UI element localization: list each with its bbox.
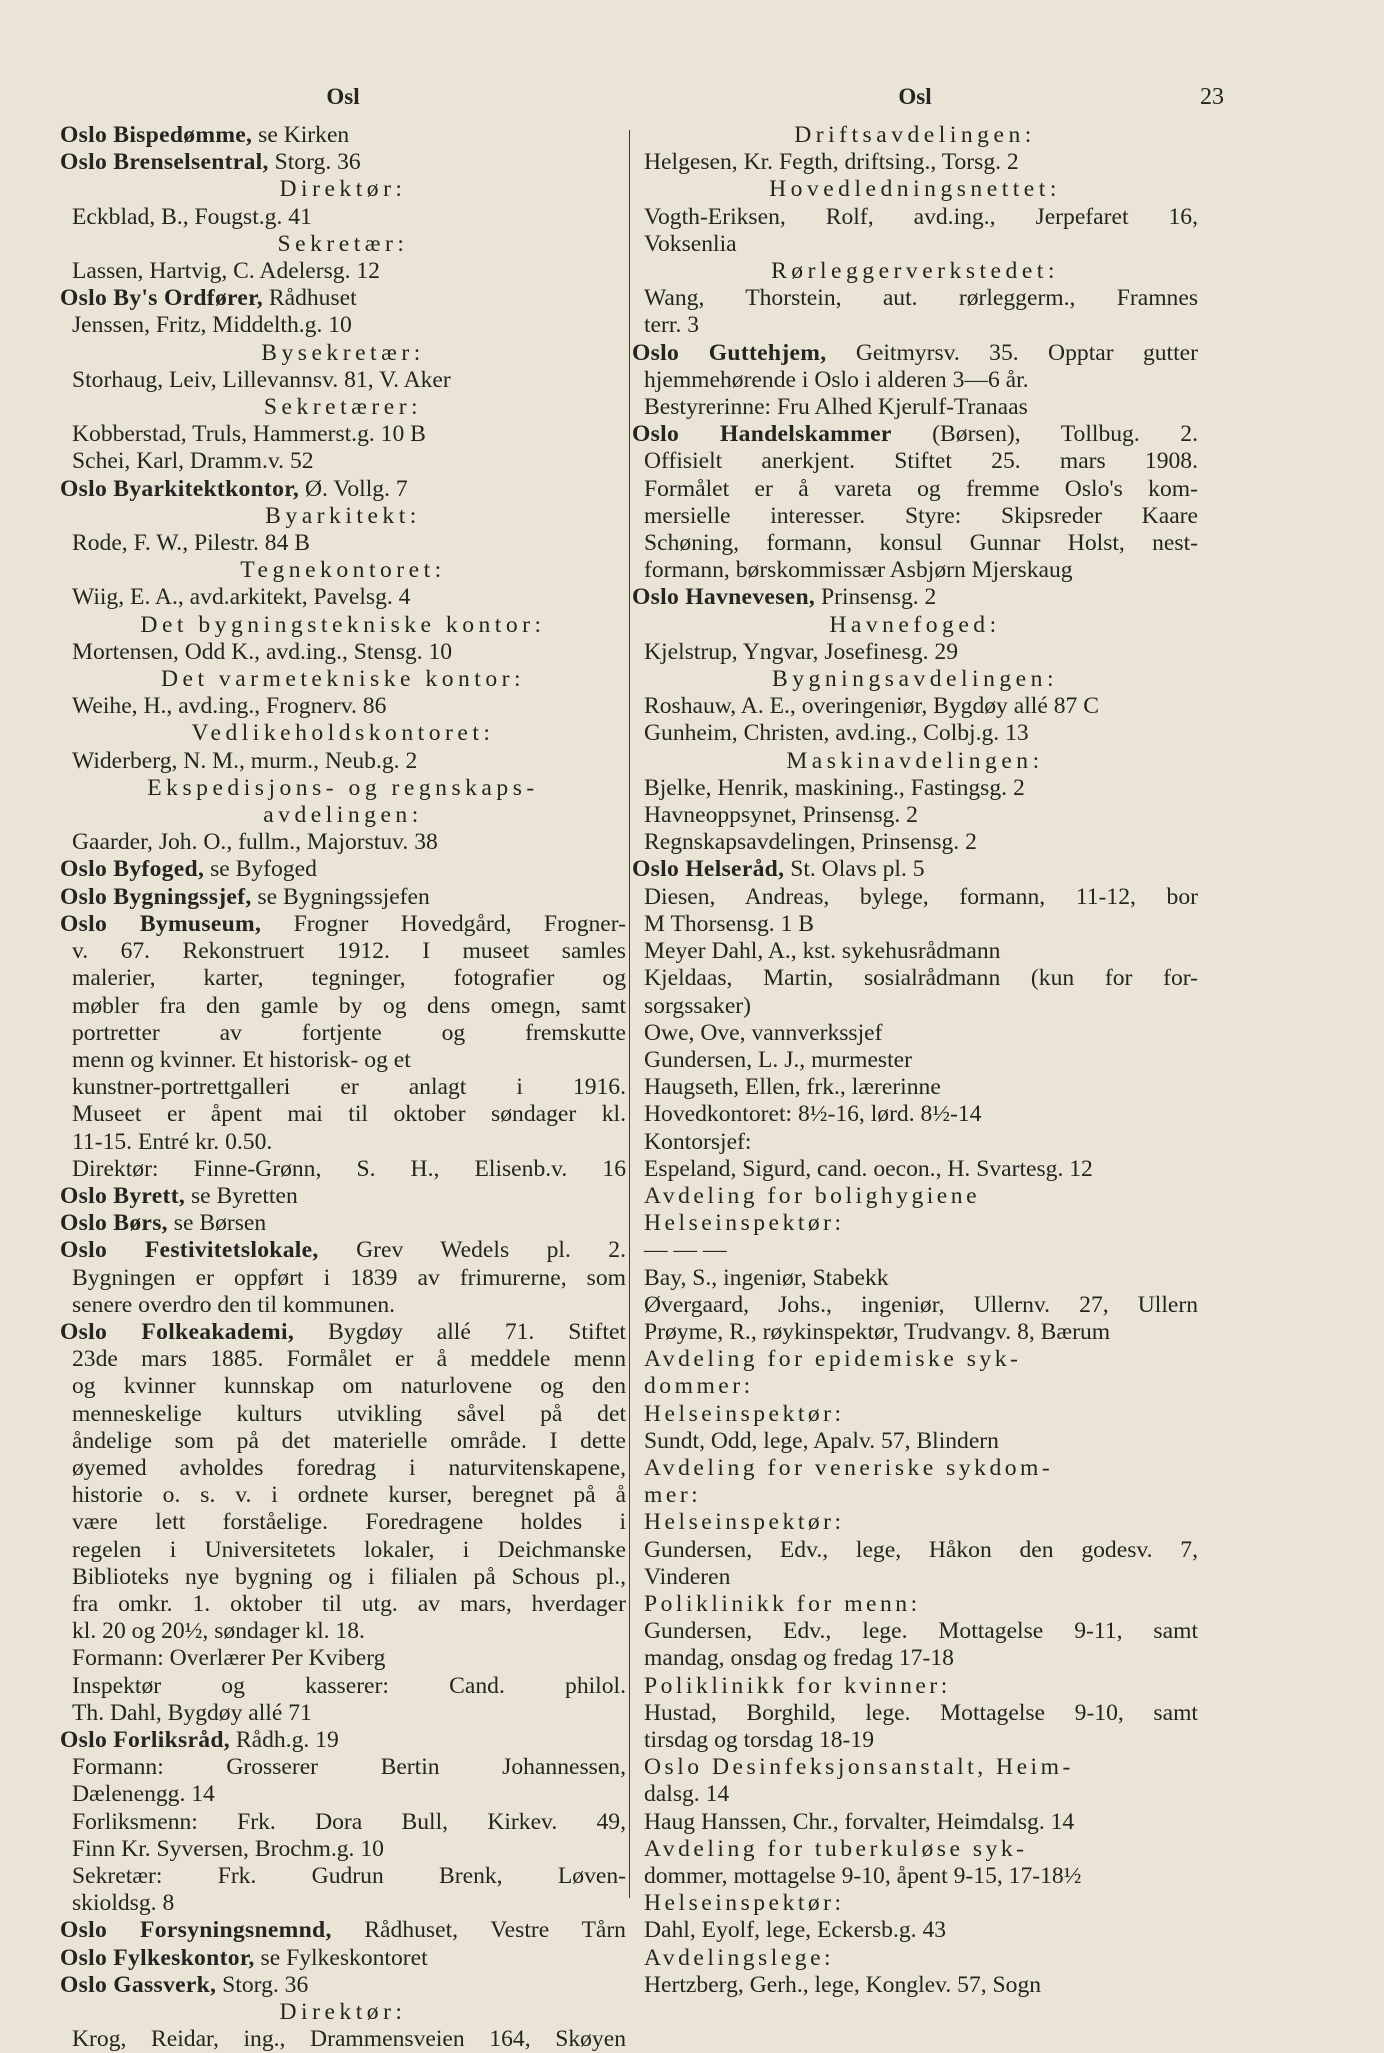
entry-line: [632, 584, 1198, 611]
text-line: Offisielt anerkjent. Stiftet 25. mars 1908.: [644, 448, 1198, 475]
entry-line: [60, 856, 626, 883]
entry-line: [60, 1319, 626, 1346]
section-heading: Hovedledningsnettet:: [769, 176, 1061, 203]
entry-line: [632, 856, 1198, 883]
text-line: tirsdag og torsdag 18-19: [644, 1726, 875, 1753]
section-heading: Poliklinikk for menn:: [644, 1590, 921, 1617]
text-line: Owe, Ove, vannverkssjef: [644, 1019, 883, 1046]
text-line: Wang, Thorstein, aut. rørleggerm., Framnes: [644, 285, 1198, 312]
entry-details: (Børsen), Tollbug. 2.: [891, 421, 1198, 448]
text-line: portretter av fortjente og fremskutte: [72, 1019, 626, 1046]
section-heading: Maskinavdelingen:: [786, 747, 1044, 774]
entry-details: Rådhuset, Vestre Tårn: [331, 1917, 626, 1944]
text-line: Vogth-Eriksen, Rolf, avd.ing., Jerpefaret 16,: [644, 203, 1198, 230]
section-heading: Direktør:: [279, 176, 407, 203]
text-line: historie o. s. v. i ordnete kurser, beregnet på å: [72, 1482, 626, 1509]
entry-line: [60, 476, 626, 503]
text-line: øyemed avholdes foredrag i naturvitenskapene,: [72, 1454, 626, 1481]
section-heading: Avdelingslege:: [644, 1944, 835, 1971]
section-heading: avdelingen:: [263, 802, 423, 829]
section-heading: Det varmetekniske kontor:: [160, 666, 526, 693]
text-line: kunstner-portrettgalleri er anlagt i 1916.: [72, 1074, 626, 1101]
text-line: Roshauw, A. E., overingeniør, Bygdøy allé 87 C: [644, 693, 1099, 720]
entry-name: Oslo Guttehjem,: [632, 339, 827, 366]
text-line: Mortensen, Odd K., avd.ing., Stensg. 10: [72, 638, 453, 665]
text-line: Hertzberg, Gerh., lege, Konglev. 57, Sogn: [644, 1971, 1042, 1998]
entry-name: Oslo Byarkitektkontor,: [60, 475, 300, 502]
section-heading: Tegnekontoret:: [240, 557, 446, 584]
entry-details: se Byretten: [185, 1182, 298, 1209]
text-line: Forliksmenn: Frk. Dora Bull, Kirkev. 49,: [72, 1808, 626, 1835]
text-line: Direktør: Finne-Grønn, S. H., Elisenb.v. 16: [72, 1155, 626, 1182]
entry-name: Oslo Byrett,: [60, 1182, 186, 1209]
text-line: Haug Hanssen, Chr., forvalter, Heimdalsg. 14: [644, 1808, 1075, 1835]
text-line: v. 67. Rekonstruert 1912. I museet samles: [72, 938, 626, 965]
text-line: menn og kvinner. Et historisk- og et: [72, 1046, 411, 1073]
entry-line: [632, 340, 1198, 367]
right-entries: [632, 122, 1198, 1999]
text-line: Wiig, E. A., avd.arkitekt, Pavelsg. 4: [72, 584, 411, 611]
entry-details: Bygdøy allé 71. Stiftet: [294, 1318, 626, 1345]
text-line: Museet er åpent mai til oktober søndager kl.: [72, 1101, 626, 1128]
entry-line: [60, 884, 626, 911]
entry-name: Oslo Byfoged,: [60, 856, 205, 883]
text-line: Kjeldaas, Martin, sosialrådmann (kun for for-: [644, 965, 1198, 992]
entry-line: [60, 285, 626, 312]
section-heading: Sekretær:: [277, 230, 409, 257]
text-line: Kjelstrup, Yngvar, Josefinesg. 29: [644, 638, 959, 665]
entry-name: Oslo Handelskammer: [632, 421, 892, 448]
column-divider: [629, 130, 630, 1898]
text-line: Regnskapsavdelingen, Prinsensg. 2: [644, 829, 977, 856]
entry-line: [60, 1972, 626, 1999]
entry-line: [60, 1210, 626, 1237]
section-heading: Bygningsavdelingen:: [771, 666, 1059, 693]
section-heading: Sekretærer:: [263, 394, 423, 421]
section-heading: mer:: [644, 1482, 702, 1509]
entry-name: Oslo Forliksråd,: [60, 1726, 230, 1753]
section-heading: Driftsavdelingen:: [794, 122, 1036, 148]
text-line: Bestyrerinne: Fru Alhed Kjerulf-Tranaas: [644, 394, 1028, 421]
section-heading: Vedlikeholdskontoret:: [191, 720, 495, 747]
text-line: Biblioteks nye bygning og i filialen på Schous pl.,: [72, 1563, 626, 1590]
page-number: 23: [1200, 84, 1224, 110]
entry-details: Ø. Vollg. 7: [299, 475, 408, 502]
text-line: Havneoppsynet, Prinsensg. 2: [644, 802, 918, 829]
entry-line: [60, 911, 626, 938]
text-line: sorgssaker): [644, 992, 752, 1019]
text-line: Schøning, formann, konsul Gunnar Holst, nest-: [644, 530, 1198, 557]
section-heading: Bysekretær:: [261, 339, 425, 366]
text-line: Th. Dahl, Bygdøy allé 71: [72, 1699, 312, 1726]
text-line: Vinderen: [644, 1563, 731, 1590]
text-line: Krog, Reidar, ing., Drammensveien 164, Skøyen: [72, 2026, 626, 2053]
text-line: malerier, karter, tegninger, fotografier og: [72, 965, 626, 992]
section-heading: Rørleggerverkstedet:: [771, 258, 1059, 285]
entry-details: se Fylkeskontoret: [254, 1944, 428, 1971]
entry-line: [60, 1727, 626, 1754]
text-line: 11-15. Entré kr. 0.50.: [72, 1128, 273, 1155]
text-line: og kvinner kunnskap om naturlovene og den: [72, 1373, 626, 1400]
text-line: hjemmehørende i Oslo i alderen 3—6 år.: [644, 366, 1029, 393]
section-heading: Avdeling for epidemiske syk-: [644, 1346, 1022, 1373]
text-line: mersielle interesser. Styre: Skipsreder Kaare: [644, 502, 1198, 529]
section-heading: Helseinspektør:: [644, 1509, 845, 1536]
entry-details: Rådh.g. 19: [229, 1726, 339, 1753]
right-column-header: Osl: [898, 84, 932, 109]
text-line: 23de mars 1885. Formålet er å meddele menn: [72, 1346, 626, 1373]
text-line: skioldsg. 8: [72, 1890, 175, 1917]
text-line: regelen i Universitetets lokaler, i Deichmanske: [72, 1536, 626, 1563]
text-line: Storhaug, Leiv, Lillevannsv. 81, V. Aker: [72, 366, 451, 393]
text-line: Sekretær: Frk. Gudrun Brenk, Løven-: [72, 1863, 626, 1889]
text-line: Prøyme, R., røykinspektør, Trudvangv. 8, Bærum: [644, 1318, 1111, 1345]
text-line: Bay, S., ingeniør, Stabekk: [644, 1264, 889, 1291]
entry-line: [60, 1183, 626, 1210]
text-line: Rode, F. W., Pilestr. 84 B: [72, 530, 311, 557]
text-line: mandag, onsdag og fredag 17-18: [644, 1645, 954, 1672]
entry-name: Oslo Bygningssjef,: [60, 883, 252, 910]
entry-details: Geitmyrsv. 35. Opptar gutter: [826, 339, 1198, 366]
entry-name: Oslo Havnevesen,: [632, 584, 816, 611]
text-line: Inspektør og kasserer: Cand. philol.: [72, 1672, 626, 1699]
right-column: [632, 82, 1224, 1999]
text-line: senere overdro den til kommunen.: [72, 1291, 396, 1318]
entry-line: [60, 1945, 626, 1972]
section-heading: Helseinspektør:: [644, 1400, 845, 1427]
text-line: Espeland, Sigurd, cand. oecon., H. Svartesg. 12: [644, 1155, 1093, 1182]
text-line: Schei, Karl, Dramm.v. 52: [72, 448, 314, 475]
text-line: Øvergaard, Johs., ingeniør, Ullernv. 27, Ullern: [644, 1291, 1198, 1318]
text-line: Formålet er å vareta og fremme Oslo's kom-: [644, 475, 1198, 502]
section-heading: Ekspedisjons- og regnskaps-: [147, 774, 539, 801]
entry-name: Oslo Folkeakademi,: [60, 1318, 295, 1345]
text-line: — — —: [644, 1237, 727, 1264]
section-heading: Helseinspektør:: [644, 1210, 845, 1237]
text-line: dommer, mottagelse 9-10, åpent 9-15, 17-18½: [644, 1863, 1082, 1889]
section-heading: Direktør:: [279, 1999, 407, 2026]
text-line: Finn Kr. Syversen, Brochm.g. 10: [72, 1835, 384, 1862]
entry-name: Oslo Brenselsentral,: [60, 149, 269, 176]
section-heading: Poliklinikk for kvinner:: [644, 1672, 951, 1699]
text-line: møbler fra den gamle by og dens omegn, samt: [72, 992, 626, 1019]
text-line: Gaarder, Joh. O., fullm., Majorstuv. 38: [72, 829, 438, 856]
entry-details: se Kirken: [252, 122, 350, 148]
text-line: Lassen, Hartvig, C. Adelersg. 12: [72, 258, 380, 285]
entry-name: Oslo Forsyningsnemnd,: [60, 1917, 332, 1944]
entry-details: se Bygningssjefen: [251, 883, 430, 910]
text-line: Widerberg, N. M., murm., Neub.g. 2: [72, 747, 418, 774]
entry-name: Oslo Bispedømme,: [60, 122, 253, 148]
text-line: Voksenlia: [644, 230, 737, 257]
entry-line: [60, 122, 626, 149]
text-line: Dahl, Eyolf, lege, Eckersb.g. 43: [644, 1917, 947, 1944]
entry-details: Frogner Hovedgård, Frogner-: [261, 910, 626, 937]
section-heading: Avdeling for tuberkuløse syk-: [644, 1835, 1028, 1862]
text-line: Gundersen, Edv., lege, Håkon den godesv. 7,: [644, 1536, 1198, 1563]
section-heading: Helseinspektør:: [644, 1890, 845, 1917]
entry-details: Storg. 36: [216, 1971, 309, 1998]
entry-details: Grev Wedels pl. 2.: [318, 1237, 626, 1264]
text-line: åndelige som på det materielle område. I dette: [72, 1427, 626, 1454]
entry-details: Storg. 36: [268, 149, 361, 176]
text-line: Bygningen er oppført i 1839 av frimurerne, som: [72, 1264, 626, 1291]
entry-details: Prinsensg. 2: [815, 584, 937, 611]
entry-name: Oslo Festivitetslokale,: [60, 1237, 319, 1264]
text-line: Hovedkontoret: 8½-16, lørd. 8½-14: [644, 1101, 982, 1128]
entry-line: [60, 1237, 626, 1264]
text-line: Helgesen, Kr. Fegth, driftsing., Torsg. 2: [644, 149, 1019, 176]
text-line: terr. 3: [644, 312, 700, 339]
text-line: dalsg. 14: [644, 1781, 730, 1808]
text-line: være lett forståelige. Foredragene holdes i: [72, 1509, 626, 1536]
entry-details: se Byfoged: [204, 856, 317, 883]
text-line: Gundersen, Edv., lege. Mottagelse 9-11, samt: [644, 1618, 1198, 1645]
section-heading: dommer:: [644, 1373, 754, 1400]
section-heading: Avdeling for bolighygiene: [644, 1182, 981, 1209]
entry-name: Oslo Fylkeskontor,: [60, 1944, 255, 1971]
entry-line: [60, 149, 626, 176]
text-line: Gunheim, Christen, avd.ing., Colbj.g. 13: [644, 720, 1029, 747]
left-entries: [60, 122, 626, 2053]
section-heading: Avdeling for veneriske sykdom-: [644, 1454, 1054, 1481]
text-line: Eckblad, B., Fougst.g. 41: [72, 203, 312, 230]
text-line: Kontorsjef:: [644, 1128, 752, 1155]
text-line: Formann: Grosserer Bertin Johannessen,: [72, 1754, 626, 1781]
text-line: Formann: Overlærer Per Kviberg: [72, 1645, 386, 1672]
section-heading: Havnefoged:: [829, 611, 1001, 638]
text-line: Dælenengg. 14: [72, 1781, 215, 1808]
text-line: kl. 20 og 20½, søndager kl. 18.: [72, 1618, 365, 1645]
entry-name: Oslo Gassverk,: [60, 1971, 217, 1998]
left-column-header: Osl: [326, 84, 360, 109]
text-line: Jenssen, Fritz, Middelth.g. 10: [72, 312, 352, 339]
entry-name: Oslo By's Ordfører,: [60, 285, 263, 312]
entry-line: [632, 421, 1198, 448]
text-line: Meyer Dahl, A., kst. sykehusrådmann: [644, 938, 1001, 965]
text-line: Hustad, Borghild, lege. Mottagelse 9-10, samt: [644, 1699, 1198, 1726]
text-line: formann, børskommissær Asbjørn Mjerskaug: [644, 557, 1073, 584]
text-line: Haugseth, Ellen, frk., lærerinne: [644, 1074, 941, 1101]
entry-details: se Børsen: [167, 1210, 267, 1237]
text-line: Weihe, H., avd.ing., Frognerv. 86: [72, 693, 387, 720]
entry-details: Rådhuset: [262, 285, 357, 312]
entry-name: Oslo Børs,: [60, 1210, 168, 1237]
text-line: Kobberstad, Truls, Hammerst.g. 10 B: [72, 421, 426, 448]
entry-name: Oslo Bymuseum,: [60, 910, 262, 937]
section-heading: Det bygningstekniske kontor:: [140, 611, 546, 638]
entry-line: [60, 1917, 626, 1944]
text-line: menneskelige kulturs utvikling såvel på det: [72, 1400, 626, 1427]
entry-details: St. Olavs pl. 5: [784, 856, 925, 883]
text-line: Gundersen, L. J., murmester: [644, 1046, 912, 1073]
text-line: fra omkr. 1. oktober til utg. av mars, hverdager: [72, 1590, 626, 1617]
entry-name: Oslo Helseråd,: [632, 856, 785, 883]
text-line: Bjelke, Henrik, maskining., Fastingsg. 2: [644, 774, 1025, 801]
text-line: Diesen, Andreas, bylege, formann, 11-12, bor: [644, 883, 1198, 910]
section-heading: Byarkitekt:: [265, 502, 421, 529]
text-line: Sundt, Odd, lege, Apalv. 57, Blindern: [644, 1427, 999, 1454]
left-column: [60, 82, 626, 2053]
text-line: M Thorsensg. 1 B: [644, 910, 814, 937]
section-heading: Oslo Desinfeksjonsanstalt, Heim-: [644, 1754, 1074, 1781]
